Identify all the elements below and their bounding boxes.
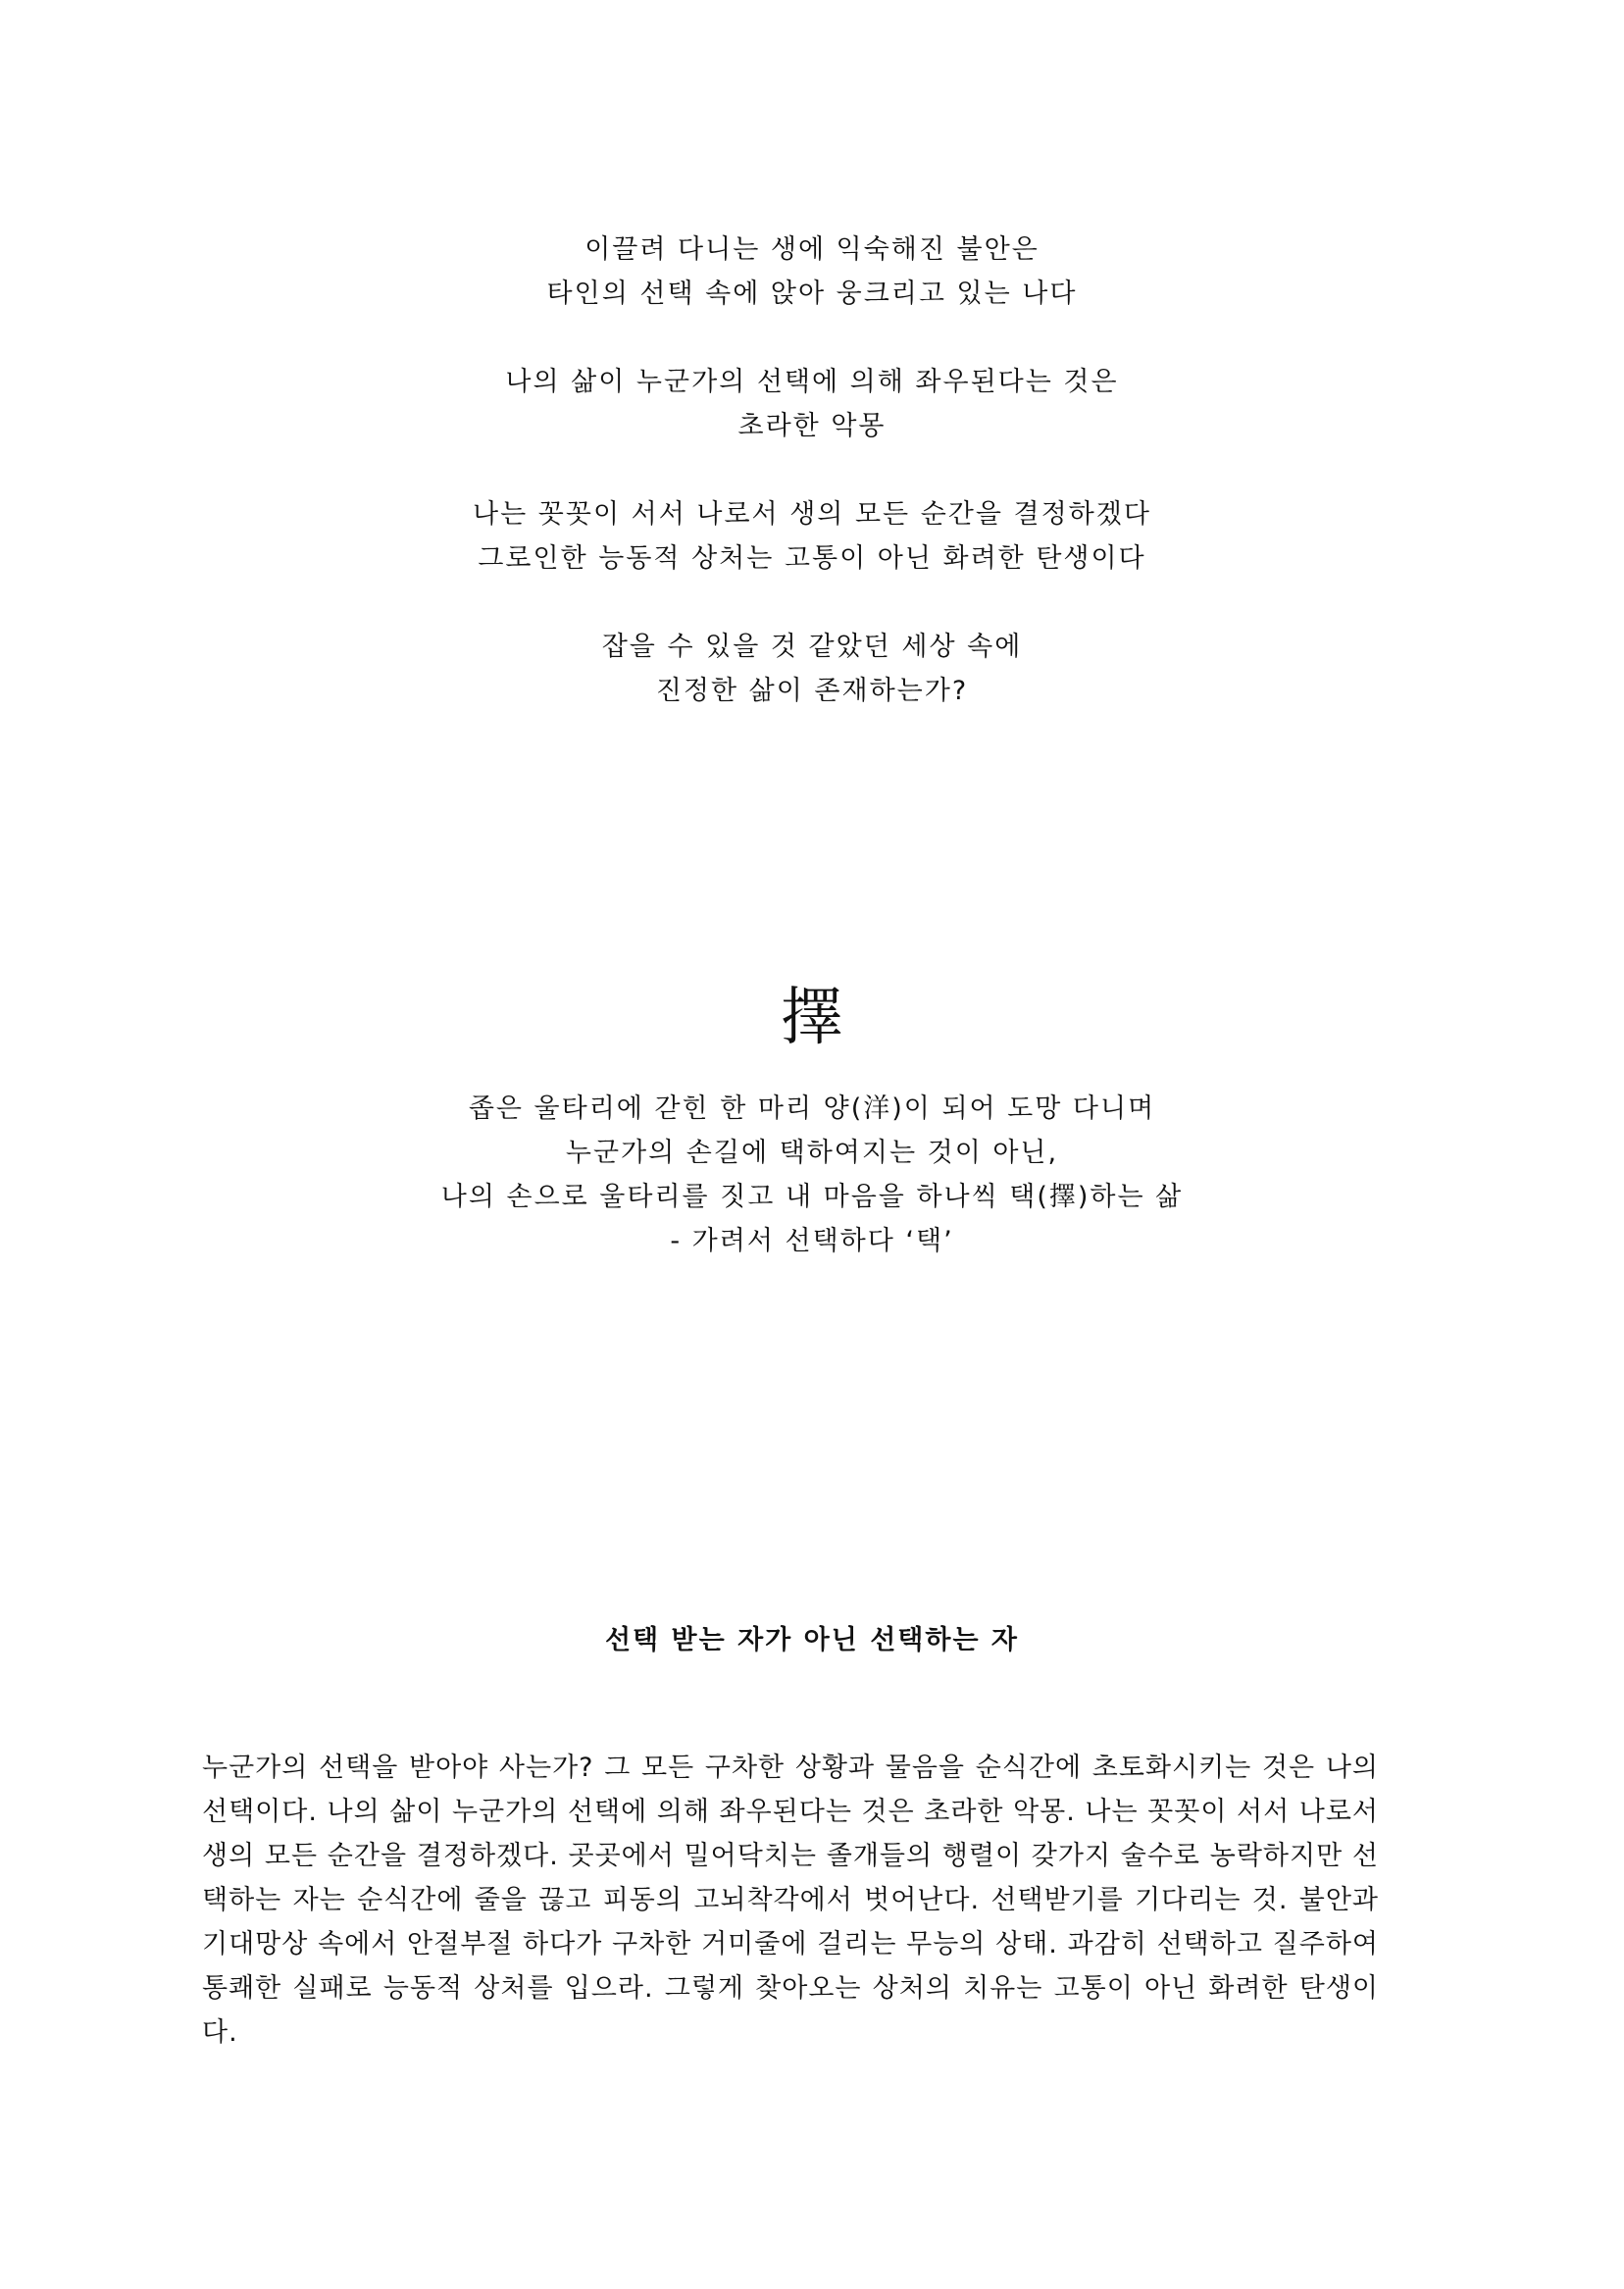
meaning-line: 좁은 울타리에 갇힌 한 마리 양(洋)이 되어 도망 다니며 [468, 1094, 1156, 1124]
poem-line: 초라한 악몽 [737, 411, 887, 441]
essay-title: 선택 받는 자가 아닌 선택하는 자 [604, 1625, 1020, 1655]
hanja-meaning [0, 1087, 1624, 1263]
essay-body: 누군가의 선택을 받아야 사는가? 그 모든 구차한 상황과 물음을 순식간에 초토화시키는 것은 나의 선택이다. 나의 삶이 누군가의 선택에 의해 좌우된다는 것은 초라한 악몽. 나는 꼿꼿이 서서 나로서 생의 모든 순간을 결정하겠다. 곳곳에서 밀어닥치는 졸개들의 행렬이 갖가지 술수로 농락하지만 선택하는 자는 순식간에 줄을 끊고 피동의 고뇌착각에서 벗어난다. 선택받기를 기다리는 것. 불안과 기대망상 속에서 안절부절 하다가 구차한 거미줄에 걸리는 무능의 상태. 과감히 선택하고 질주하여 통쾌한 실패로 능동적 상처를 입으라. 그렇게 찾아오는 상처의 치유는 고통이 아닌 화려한 탄생이다. [202, 1753, 1379, 2048]
poem-line: 잡을 수 있을 것 같았던 세상 속에 [601, 632, 1023, 662]
poem-line: 진정한 삶이 존재하는가? [655, 676, 969, 706]
poem-stanza-3 [0, 492, 1624, 581]
poem-line: 그로인한 능동적 상처는 고통이 아닌 화려한 탄생이다 [478, 543, 1146, 574]
meaning-line: - 가려서 선택하다 ‘택’ [670, 1226, 954, 1256]
poem-line: 나는 꼿꼿이 서서 나로서 생의 모든 순간을 결정하겠다 [473, 499, 1151, 530]
poem-stanza-2 [0, 360, 1624, 448]
poem-stanza-4 [0, 625, 1624, 713]
poem-line: 타인의 선택 속에 앉아 웅크리고 있는 나다 [546, 279, 1078, 309]
meaning-line: 나의 손으로 울타리를 짓고 내 마음을 하나씩 택(擇)하는 삶 [440, 1182, 1184, 1212]
meaning-line: 누군가의 손길에 택하여지는 것이 아닌, [565, 1138, 1059, 1168]
hanja-character: 擇 [781, 982, 843, 1054]
poem-line: 이끌려 다니는 생에 익숙해진 불안은 [584, 234, 1040, 265]
poem-stanza-1 [0, 228, 1624, 316]
poem [0, 228, 1624, 757]
poem-line: 나의 삶이 누군가의 선택에 의해 좌우된다는 것은 [505, 367, 1119, 397]
